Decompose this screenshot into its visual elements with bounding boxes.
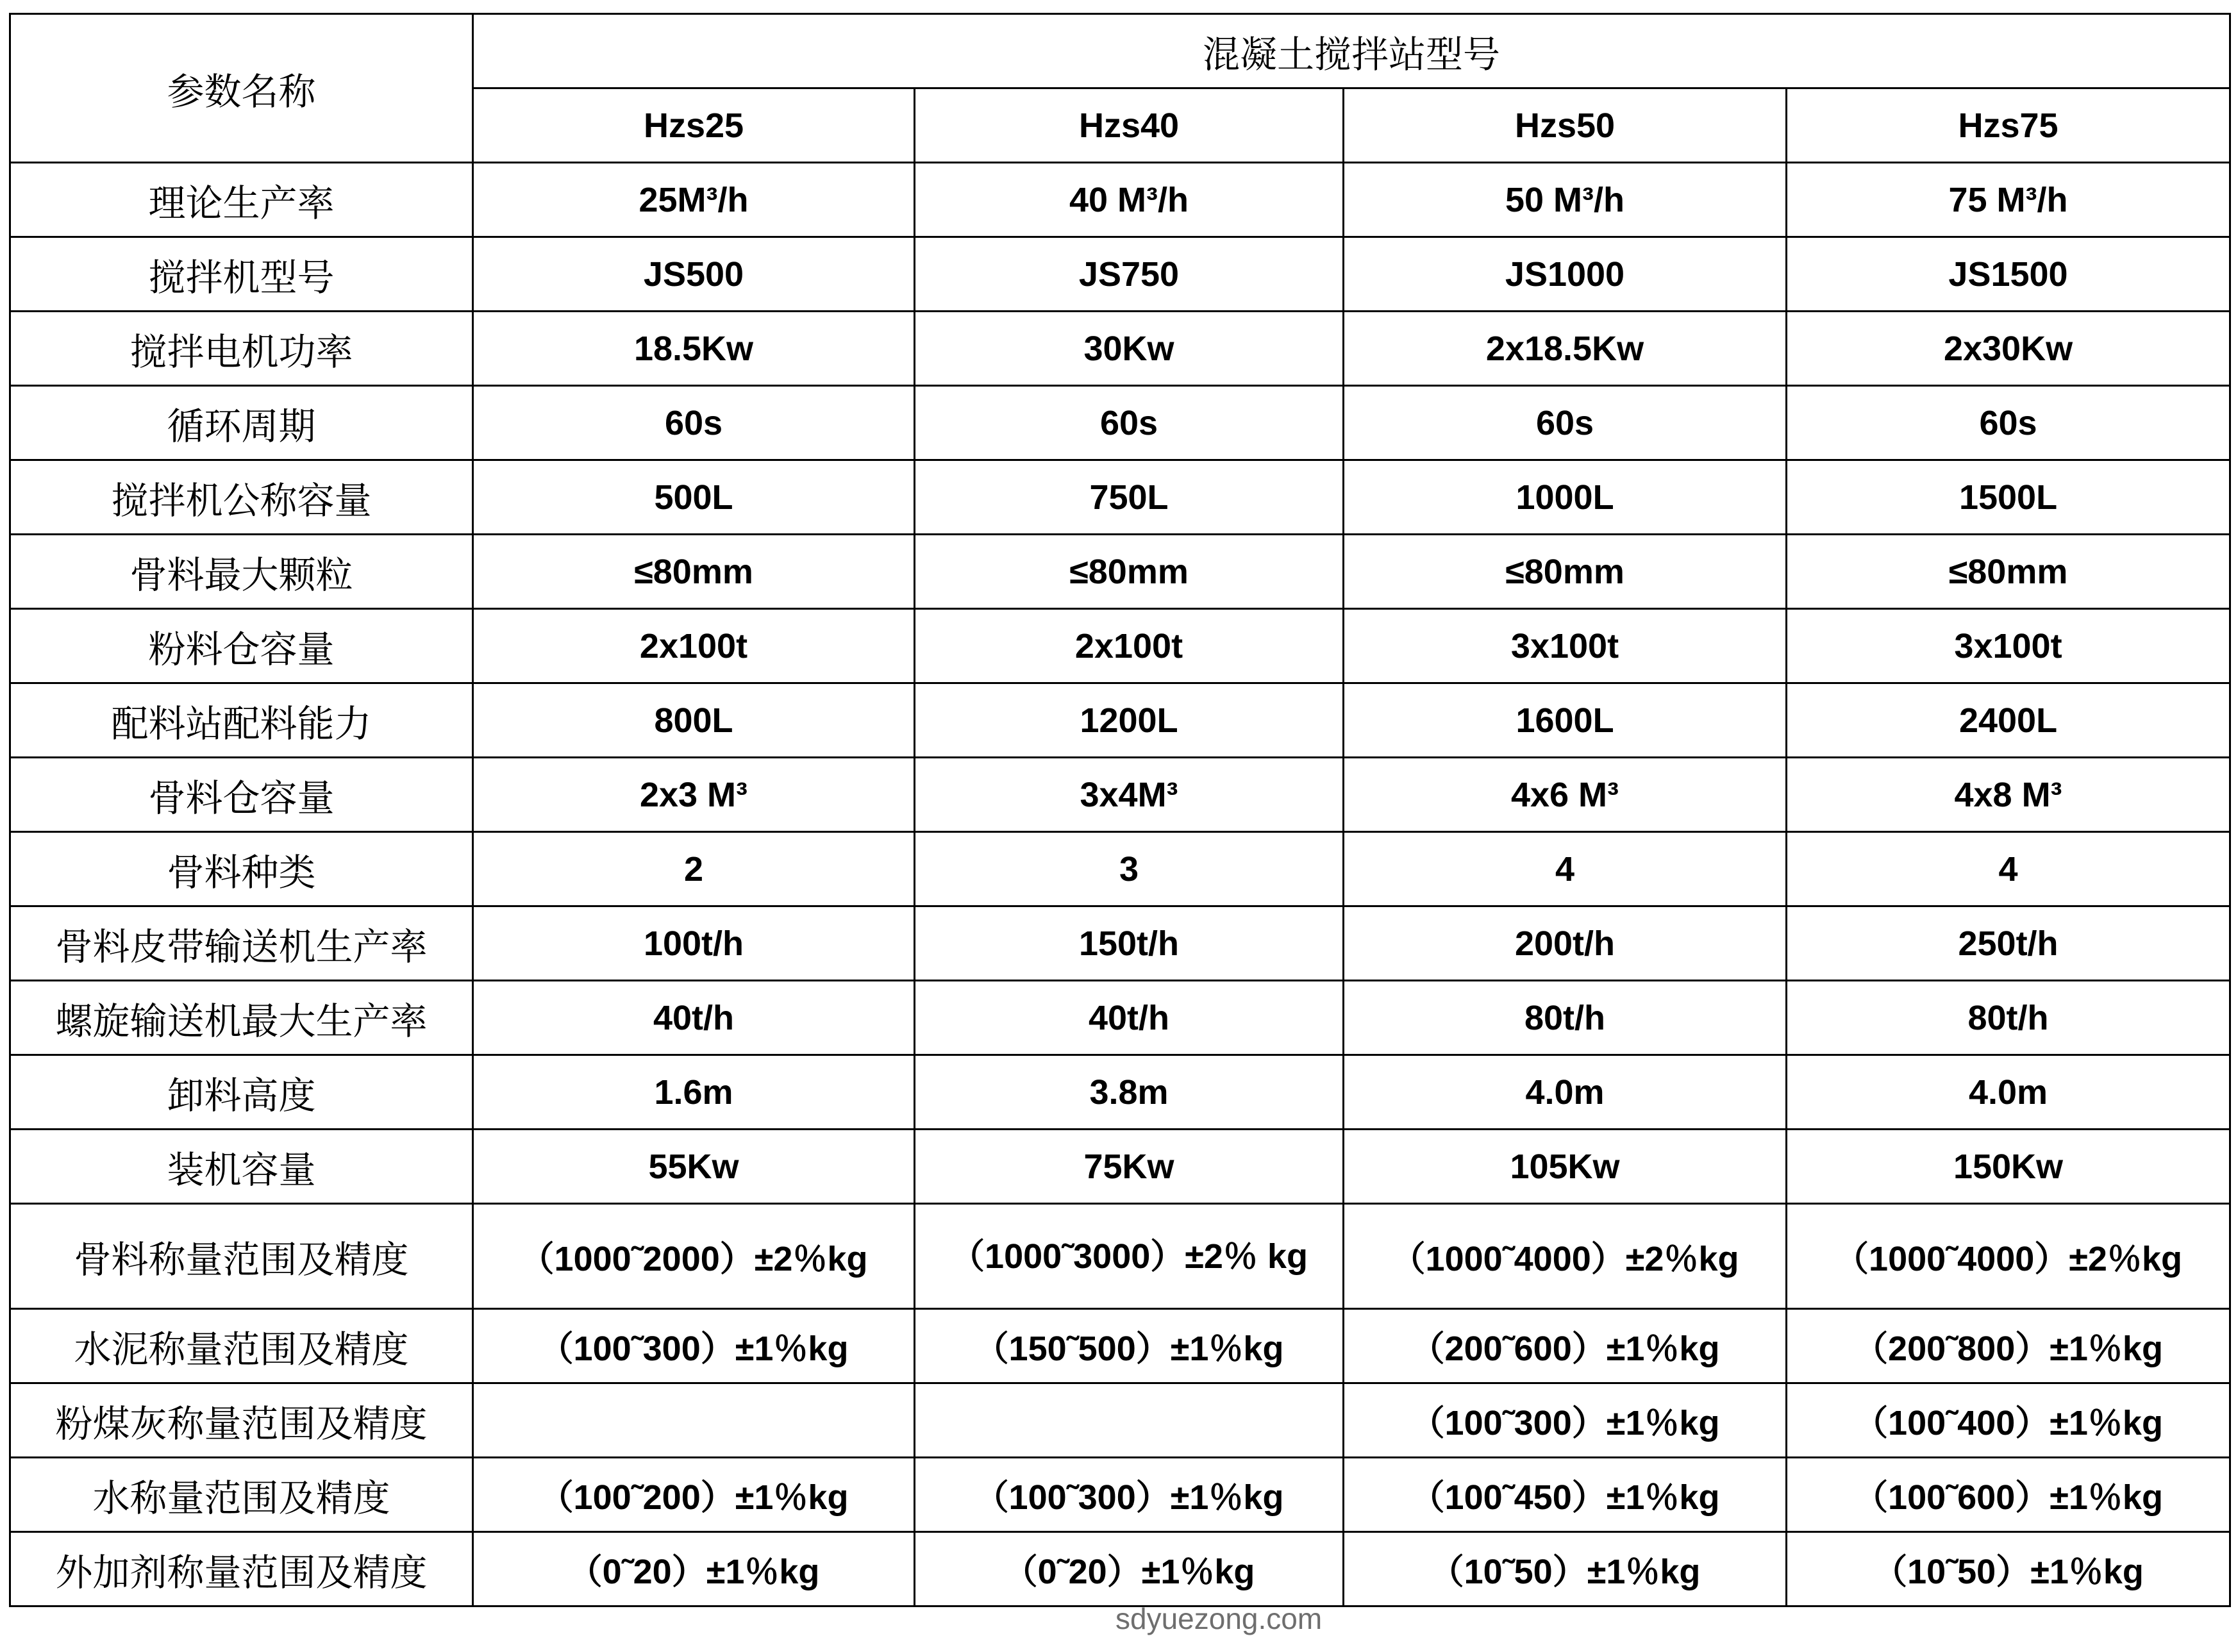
row-label: 粉料仓容量 bbox=[10, 609, 473, 683]
cell-value: 2x30Kw bbox=[1787, 312, 2230, 386]
table-row bbox=[10, 906, 2230, 981]
cell-value: 3x100t bbox=[1787, 609, 2230, 683]
cell-value: （10˜50）±1％kg bbox=[1787, 1532, 2230, 1606]
cell-value: 3x4M³ bbox=[915, 758, 1344, 832]
cell-value: 250t/h bbox=[1787, 906, 2230, 981]
row-label: 配料站配料能力 bbox=[10, 683, 473, 758]
table-row bbox=[10, 312, 2230, 386]
table-row bbox=[10, 981, 2230, 1055]
cell-value: （100˜200）±1％kg bbox=[473, 1458, 915, 1532]
row-label: 粉煤灰称量范围及精度 bbox=[10, 1383, 473, 1458]
table-row bbox=[10, 386, 2230, 460]
cell-value: 105Kw bbox=[1344, 1130, 1787, 1204]
cell-value: （200˜800）±1％kg bbox=[1787, 1309, 2230, 1383]
cell-value: （100˜300）±1％kg bbox=[473, 1309, 915, 1383]
row-label: 理论生产率 bbox=[10, 163, 473, 237]
table-row bbox=[10, 460, 2230, 535]
row-label: 搅拌机公称容量 bbox=[10, 460, 473, 535]
cell-value: 150Kw bbox=[1787, 1130, 2230, 1204]
cell-value: （100˜400）±1％kg bbox=[1787, 1383, 2230, 1458]
cell-value: 55Kw bbox=[473, 1130, 915, 1204]
row-label: 外加剂称量范围及精度 bbox=[10, 1532, 473, 1606]
cell-value: 750L bbox=[915, 460, 1344, 535]
model-header-hzs50: Hzs50 bbox=[1344, 88, 1787, 163]
param-name-header: 参数名称 bbox=[10, 14, 473, 163]
table-row bbox=[10, 163, 2230, 237]
cell-value: ≤80mm bbox=[1344, 535, 1787, 609]
cell-value: （0˜20）±1％kg bbox=[473, 1532, 915, 1606]
row-label: 骨料称量范围及精度 bbox=[10, 1204, 473, 1309]
row-label: 装机容量 bbox=[10, 1130, 473, 1204]
cell-value: 75 M³/h bbox=[1787, 163, 2230, 237]
cell-value: 2x100t bbox=[915, 609, 1344, 683]
model-header-hzs75: Hzs75 bbox=[1787, 88, 2230, 163]
cell-value: （150˜500）±1％kg bbox=[915, 1309, 1344, 1383]
cell-value: ≤80mm bbox=[1787, 535, 2230, 609]
cell-value: （0˜20）±1％kg bbox=[915, 1532, 1344, 1606]
cell-value: 50 M³/h bbox=[1344, 163, 1787, 237]
cell-value: （1000˜4000）±2％kg bbox=[1344, 1204, 1787, 1309]
cell-value: JS1500 bbox=[1787, 237, 2230, 312]
cell-value: 80t/h bbox=[1344, 981, 1787, 1055]
cell-value: 2x18.5Kw bbox=[1344, 312, 1787, 386]
table-row bbox=[10, 1309, 2230, 1383]
cell-value: 40 M³/h bbox=[915, 163, 1344, 237]
cell-value: JS500 bbox=[473, 237, 915, 312]
table-row bbox=[10, 1130, 2230, 1204]
cell-value: （200˜600）±1％kg bbox=[1344, 1309, 1787, 1383]
cell-value: 2x3 M³ bbox=[473, 758, 915, 832]
cell-value: JS1000 bbox=[1344, 237, 1787, 312]
cell-value: 1.6m bbox=[473, 1055, 915, 1130]
table-row bbox=[10, 535, 2230, 609]
cell-value: 1000L bbox=[1344, 460, 1787, 535]
cell-value: 500L bbox=[473, 460, 915, 535]
row-label: 水称量范围及精度 bbox=[10, 1458, 473, 1532]
cell-value: ≤80mm bbox=[915, 535, 1344, 609]
table-row bbox=[10, 1532, 2230, 1606]
table-row bbox=[10, 237, 2230, 312]
cell-value: 150t/h bbox=[915, 906, 1344, 981]
row-label: 卸料高度 bbox=[10, 1055, 473, 1130]
cell-value: 40t/h bbox=[915, 981, 1344, 1055]
cell-value: （1000˜2000）±2％kg bbox=[473, 1204, 915, 1309]
cell-value: （1000˜4000）±2％kg bbox=[1787, 1204, 2230, 1309]
cell-value: （100˜450）±1％kg bbox=[1344, 1458, 1787, 1532]
cell-value: 1500L bbox=[1787, 460, 2230, 535]
cell-value: 4 bbox=[1787, 832, 2230, 906]
table-row bbox=[10, 1383, 2230, 1458]
cell-value: （100˜300）±1％kg bbox=[1344, 1383, 1787, 1458]
cell-value: 30Kw bbox=[915, 312, 1344, 386]
cell-value: 1200L bbox=[915, 683, 1344, 758]
spec-table bbox=[9, 13, 2231, 1607]
cell-value: 80t/h bbox=[1787, 981, 2230, 1055]
cell-value: 18.5Kw bbox=[473, 312, 915, 386]
row-label: 搅拌机型号 bbox=[10, 237, 473, 312]
cell-value: 200t/h bbox=[1344, 906, 1787, 981]
header-row-1 bbox=[10, 14, 2230, 88]
cell-value: 75Kw bbox=[915, 1130, 1344, 1204]
cell-value: 60s bbox=[1787, 386, 2230, 460]
cell-value bbox=[915, 1383, 1344, 1458]
cell-value: 60s bbox=[915, 386, 1344, 460]
cell-value: 2 bbox=[473, 832, 915, 906]
row-label: 螺旋输送机最大生产率 bbox=[10, 981, 473, 1055]
cell-value: 3x100t bbox=[1344, 609, 1787, 683]
cell-value: ≤80mm bbox=[473, 535, 915, 609]
cell-value: 1600L bbox=[1344, 683, 1787, 758]
cell-value: 60s bbox=[473, 386, 915, 460]
watermark-text: sdyuezong.com bbox=[1115, 1602, 1323, 1635]
cell-value: 2400L bbox=[1787, 683, 2230, 758]
cell-value: 60s bbox=[1344, 386, 1787, 460]
table-row bbox=[10, 1458, 2230, 1532]
cell-value: （10˜50）±1％kg bbox=[1344, 1532, 1787, 1606]
cell-value: JS750 bbox=[915, 237, 1344, 312]
table-row bbox=[10, 758, 2230, 832]
table-row bbox=[10, 832, 2230, 906]
cell-value: 100t/h bbox=[473, 906, 915, 981]
cell-value bbox=[473, 1383, 915, 1458]
cell-value: 4 bbox=[1344, 832, 1787, 906]
cell-value: 3.8m bbox=[915, 1055, 1344, 1130]
cell-value: 40t/h bbox=[473, 981, 915, 1055]
cell-value: 4x8 M³ bbox=[1787, 758, 2230, 832]
cell-value: 800L bbox=[473, 683, 915, 758]
cell-value: 4.0m bbox=[1344, 1055, 1787, 1130]
row-label: 水泥称量范围及精度 bbox=[10, 1309, 473, 1383]
cell-value: 4x6 M³ bbox=[1344, 758, 1787, 832]
cell-value: 25M³/h bbox=[473, 163, 915, 237]
table-row bbox=[10, 1055, 2230, 1130]
model-group-header: 混凝土搅拌站型号 bbox=[473, 14, 2230, 88]
row-label: 骨料仓容量 bbox=[10, 758, 473, 832]
model-header-hzs40: Hzs40 bbox=[915, 88, 1344, 163]
cell-value: （100˜600）±1％kg bbox=[1787, 1458, 2230, 1532]
model-header-hzs25: Hzs25 bbox=[473, 88, 915, 163]
cell-value: 4.0m bbox=[1787, 1055, 2230, 1130]
row-label: 骨料最大颗粒 bbox=[10, 535, 473, 609]
row-label: 循环周期 bbox=[10, 386, 473, 460]
row-label: 骨料皮带输送机生产率 bbox=[10, 906, 473, 981]
table-row bbox=[10, 609, 2230, 683]
table-row bbox=[10, 683, 2230, 758]
row-label: 骨料种类 bbox=[10, 832, 473, 906]
row-label: 搅拌电机功率 bbox=[10, 312, 473, 386]
cell-value: （1000˜3000）±2％ kg bbox=[915, 1204, 1344, 1309]
cell-value: 2x100t bbox=[473, 609, 915, 683]
cell-value: 3 bbox=[915, 832, 1344, 906]
cell-value: （100˜300）±1％kg bbox=[915, 1458, 1344, 1532]
table-row bbox=[10, 1204, 2230, 1309]
